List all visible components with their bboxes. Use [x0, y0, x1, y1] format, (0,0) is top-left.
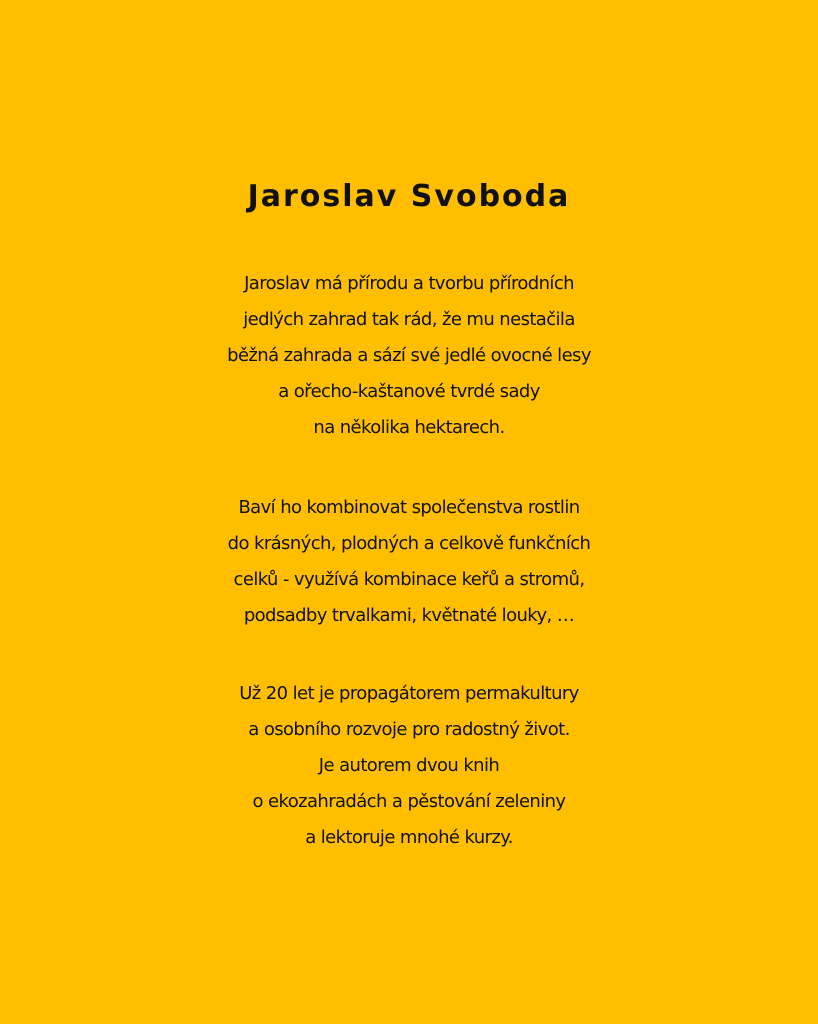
page-title: Jaroslav Svoboda	[247, 179, 571, 214]
bio-paragraph-2	[0, 490, 818, 634]
text-line: podsadby trvalkami, květnaté louky, …	[243, 605, 575, 626]
text-line: Jaroslav má přírodu a tvorbu přírodních	[244, 273, 574, 294]
text-line: o ekozahradách a pěstování zeleniny	[252, 791, 566, 812]
text-line: Je autorem dvou knih	[318, 755, 500, 776]
text-line: a lektoruje mnohé kurzy.	[305, 827, 513, 848]
text-line: do krásných, plodných a celkově funkčních	[227, 533, 591, 554]
text-line: jedlých zahrad tak rád, že mu nestačila	[243, 309, 575, 330]
text-line: celků - využívá kombinace keřů a stromů,	[233, 569, 585, 590]
text-line: na několika hektarech.	[313, 417, 505, 438]
text-line: běžná zahrada a sází své jedlé ovocné lesy	[227, 345, 591, 366]
text-line: Už 20 let je propagátorem permakultury	[239, 683, 579, 704]
bio-paragraph-3	[0, 676, 818, 856]
text-line: Baví ho kombinovat společenstva rostlin	[238, 497, 580, 518]
text-line: a osobního rozvoje pro radostný život.	[248, 719, 570, 740]
bio-paragraph-1	[0, 266, 818, 446]
text-line: a ořecho-kaštanové tvrdé sady	[278, 381, 540, 402]
